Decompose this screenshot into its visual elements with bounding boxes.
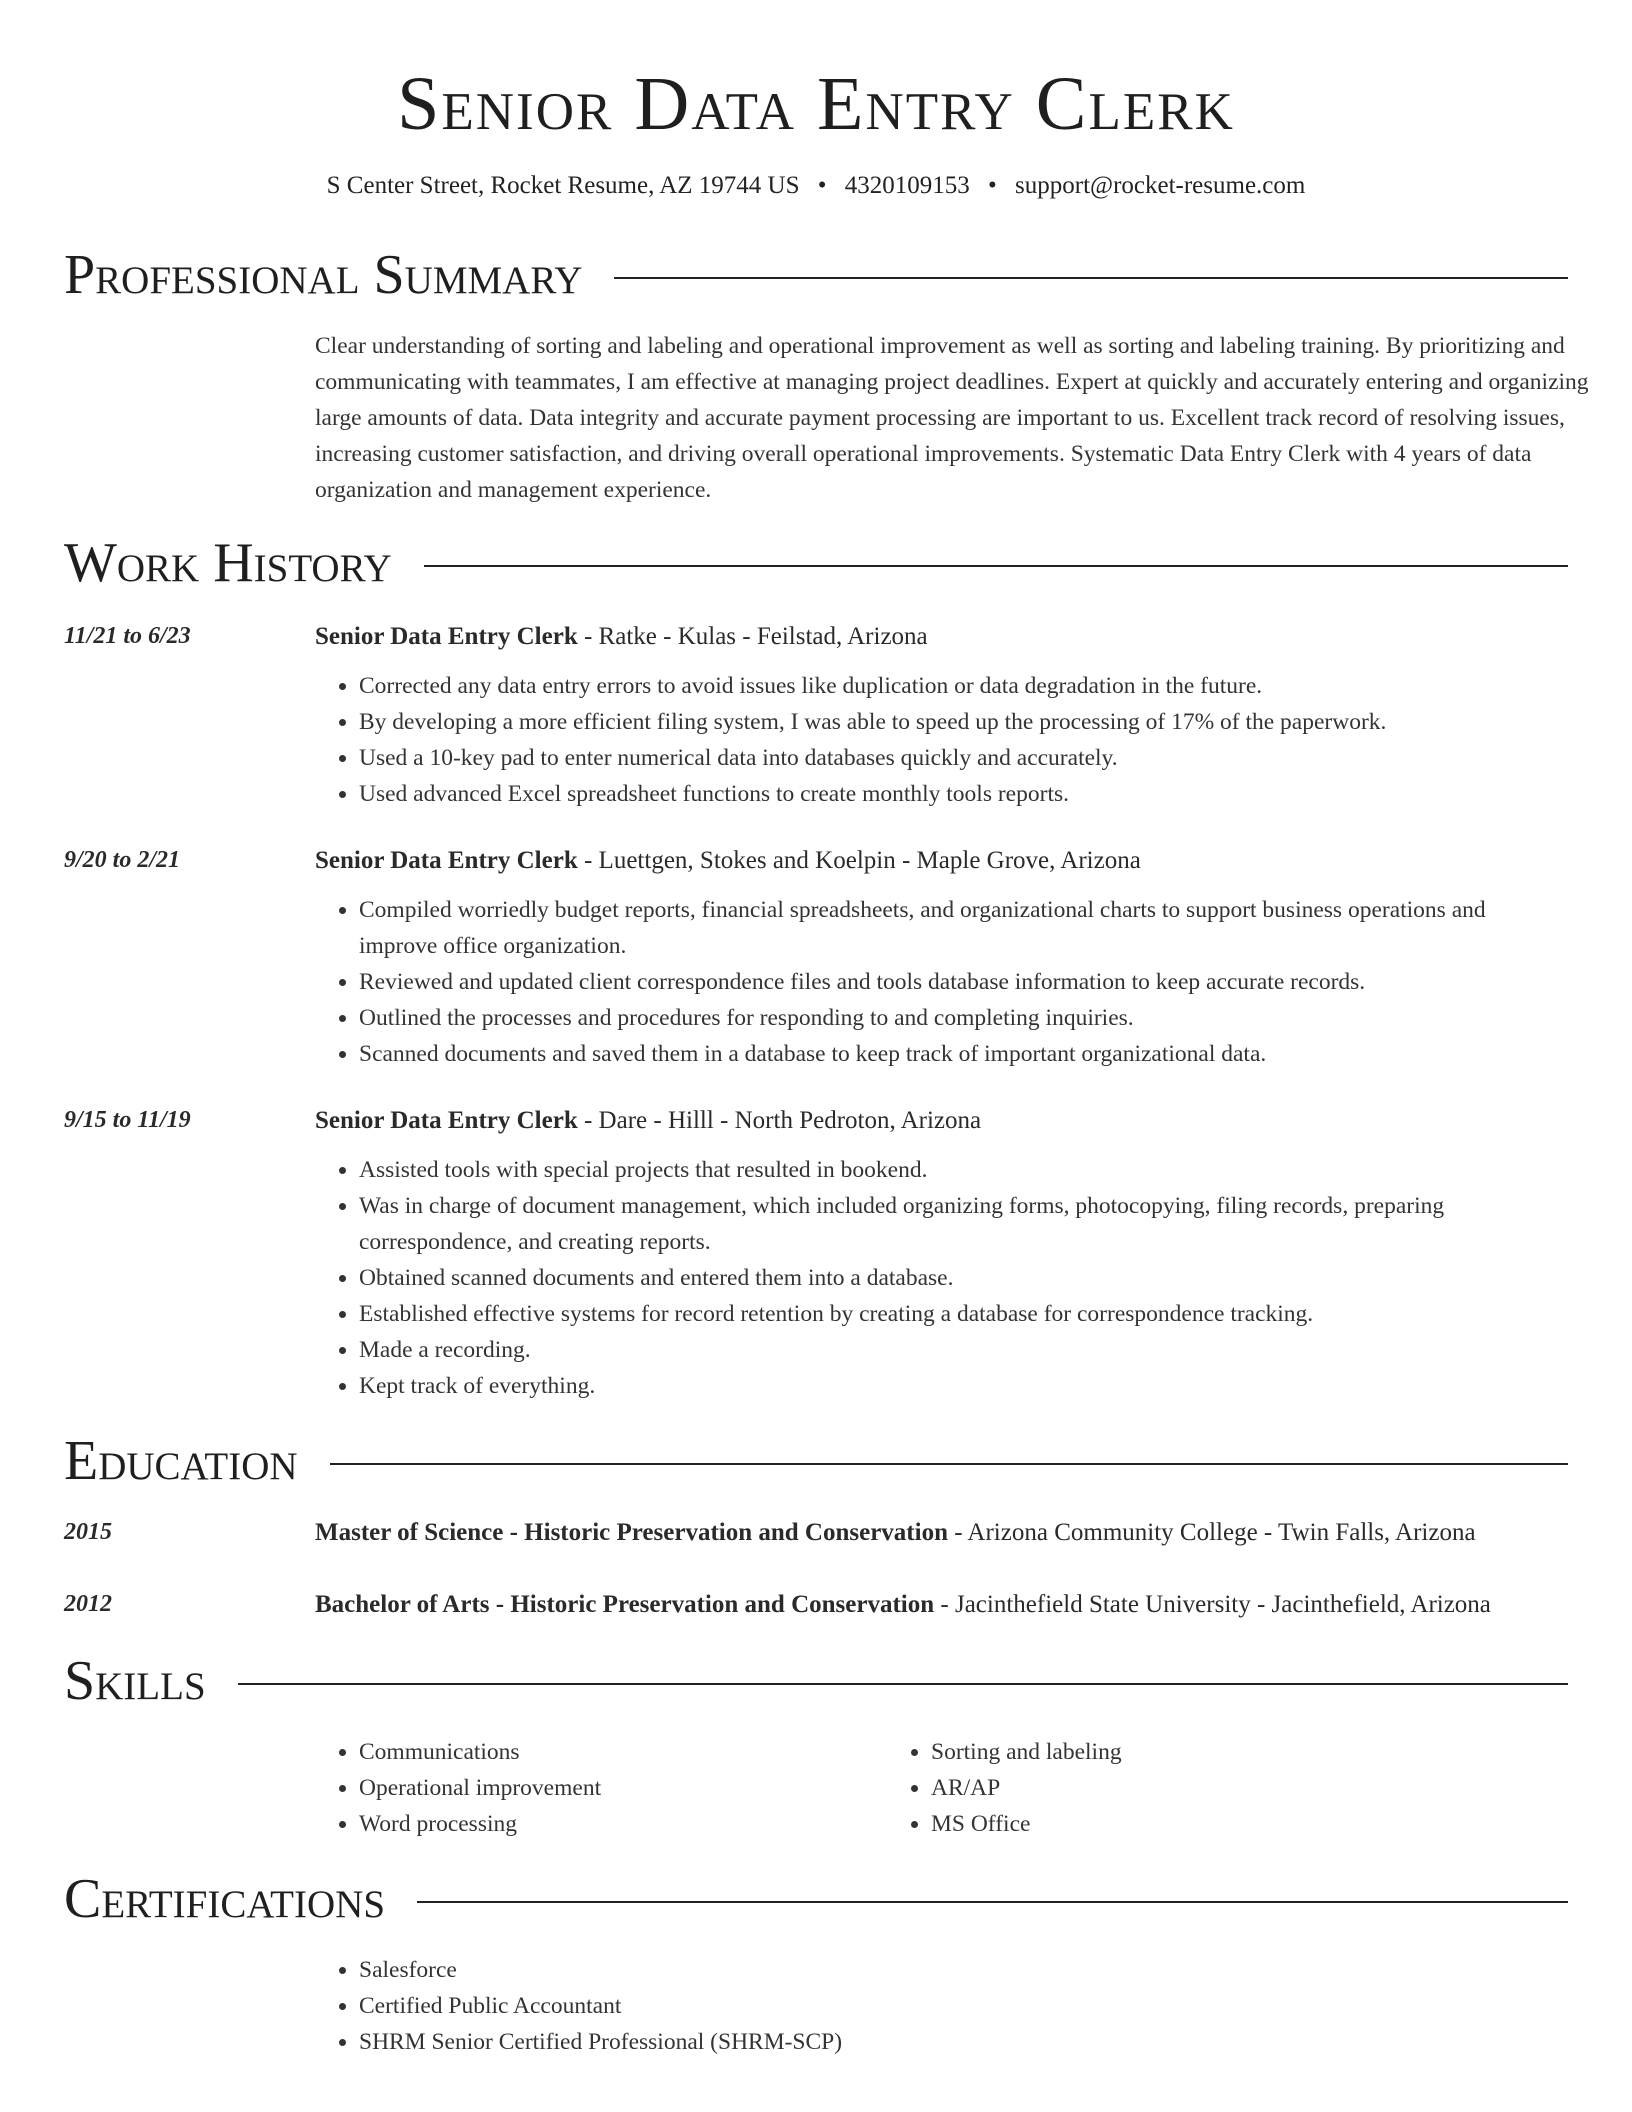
education-list <box>64 1514 1568 1624</box>
contact-line <box>64 170 1568 202</box>
job-entry <box>64 618 1568 812</box>
contact-address: S Center Street, Rocket Resume, AZ 19744 US <box>326 172 800 199</box>
job-body <box>315 842 1568 1072</box>
job-bullet: • Compiled worriedly budget reports, financial spreadsheets, and organizational charts to support business operations and improve office organization. <box>359 892 1568 964</box>
education-entry <box>64 1586 1568 1624</box>
certification-item: • Salesforce <box>359 1952 1568 1988</box>
section-divider <box>614 277 1568 279</box>
job-dates: 11/21 to 6/23 <box>64 623 191 649</box>
contact-email: support@rocket-resume.com <box>1015 172 1306 199</box>
job-title: Senior Data Entry Clerk <box>315 623 578 650</box>
job-heading <box>315 618 1568 656</box>
section-title: Professional Summary <box>64 244 583 306</box>
summary-section <box>64 242 1589 508</box>
skills-list-left <box>315 1734 887 1842</box>
education-entry <box>64 1514 1568 1552</box>
job-heading <box>315 842 1568 880</box>
job-bullet: • Was in charge of document management, which included organizing forms, photocopying, filing records, preparing correspondence, and creating reports. <box>359 1188 1568 1260</box>
job-heading <box>315 1102 1568 1140</box>
job-list <box>64 618 1568 1404</box>
job-bullet: • Established effective systems for record retention by creating a database for correspondence tracking. <box>359 1296 1568 1332</box>
skill-item: • Operational improvement <box>359 1770 887 1806</box>
job-dates: 9/15 to 11/19 <box>64 1107 191 1133</box>
skill-item: • Word processing <box>359 1806 887 1842</box>
job-dates: 9/20 to 2/21 <box>64 847 181 873</box>
separator-bullet: • <box>817 172 827 199</box>
job-bullet: • Kept track of everything. <box>359 1368 1568 1404</box>
job-bullet: • By developing a more efficient filing system, I was able to speed up the processing of 17% of the paperwork. <box>359 704 1568 740</box>
section-divider <box>238 1683 1568 1685</box>
skills-columns <box>315 1734 1568 1842</box>
skill-item: • MS Office <box>931 1806 1459 1842</box>
education-school: - Arizona Community College - Twin Falls, Arizona <box>947 1519 1476 1546</box>
skills-list-right <box>887 1734 1459 1842</box>
job-bullets <box>315 1152 1568 1404</box>
job-bullet: • Made a recording. <box>359 1332 1568 1368</box>
job-entry <box>64 1102 1568 1404</box>
certifications-block <box>315 1952 1568 2060</box>
job-bullets <box>315 668 1568 812</box>
job-body <box>315 1102 1568 1404</box>
job-entry <box>64 842 1568 1072</box>
job-bullet: • Reviewed and updated client correspondence files and tools database information to keep accurate records. <box>359 964 1568 1000</box>
skill-item: • Communications <box>359 1734 887 1770</box>
job-bullet: • Assisted tools with special projects that resulted in bookend. <box>359 1152 1568 1188</box>
education-body <box>315 1514 1568 1552</box>
certifications-list <box>315 1952 1568 2060</box>
education-school: - Jacinthefield State University - Jacinthefield, Arizona <box>934 1591 1491 1618</box>
section-divider <box>424 565 1568 567</box>
job-bullet: • Used advanced Excel spreadsheet functions to create monthly tools reports. <box>359 776 1568 812</box>
education-degree: Bachelor of Arts - Historic Preservation and Conservation <box>315 1591 935 1618</box>
section-divider <box>417 1901 1568 1903</box>
education-year: 2015 <box>64 1519 112 1545</box>
separator-bullet: • <box>988 172 997 199</box>
certifications-header <box>64 1866 1568 1932</box>
education-header <box>64 1428 1568 1494</box>
education-section <box>64 1428 1568 1624</box>
skill-item: • Sorting and labeling <box>931 1734 1459 1770</box>
job-bullet: • Scanned documents and saved them in a database to keep track of important organizational data. <box>359 1036 1568 1072</box>
summary-header <box>64 242 1568 308</box>
section-divider <box>330 1463 1568 1465</box>
certifications-section <box>64 1866 1568 2060</box>
work-history-section <box>64 530 1568 1404</box>
skills-header <box>64 1648 1568 1714</box>
job-bullets <box>315 892 1568 1072</box>
section-title: Skills <box>64 1650 206 1712</box>
education-body <box>315 1586 1568 1624</box>
job-company: - Dare - Hilll - North Pedroton, Arizona <box>577 1107 982 1134</box>
summary-text: Clear understanding of sorting and labeling and operational improvement as well as sorting and labeling training. By prioritizing and communicating with teammates, I am effective at managing project deadlines. Expert at quickly and accurately entering and organizing large amounts of data. Data integrity and accurate payment processing are important to us. Excellent track record of resolving issues, increasing customer satisfaction, and driving overall operational improvements. Systematic Data Entry Clerk with 4 years of data organization and management experience. <box>315 333 1589 503</box>
certification-item: • SHRM Senior Certified Professional (SHRM-SCP) <box>359 2024 1568 2060</box>
section-title: Education <box>64 1430 298 1492</box>
job-title: Senior Data Entry Clerk <box>315 847 578 874</box>
job-title: Senior Data Entry Clerk <box>315 1107 578 1134</box>
section-title: Work History <box>64 532 392 594</box>
job-bullet: • Outlined the processes and procedures for responding to and completing inquiries. <box>359 1000 1568 1036</box>
skills-section <box>64 1648 1568 1842</box>
job-bullet: • Corrected any data entry errors to avoid issues like duplication or data degradation in the future. <box>359 668 1568 704</box>
contact-phone: 4320109153 <box>844 172 970 199</box>
job-company: - Ratke - Kulas - Feilstad, Arizona <box>577 623 928 650</box>
skill-item: • AR/AP <box>931 1770 1459 1806</box>
section-title: Certifications <box>64 1868 386 1930</box>
candidate-name: Senior Data Entry Clerk <box>397 62 1235 146</box>
job-company: - Luettgen, Stokes and Koelpin - Maple Grove, Arizona <box>577 847 1141 874</box>
education-degree: Master of Science - Historic Preservation and Conservation <box>315 1519 948 1546</box>
job-bullet: • Used a 10-key pad to enter numerical data into databases quickly and accurately. <box>359 740 1568 776</box>
job-bullet: • Obtained scanned documents and entered them into a database. <box>359 1260 1568 1296</box>
education-year: 2012 <box>64 1591 112 1617</box>
job-body <box>315 618 1568 812</box>
work-history-header <box>64 530 1568 596</box>
certification-item: • Certified Public Accountant <box>359 1988 1568 2024</box>
